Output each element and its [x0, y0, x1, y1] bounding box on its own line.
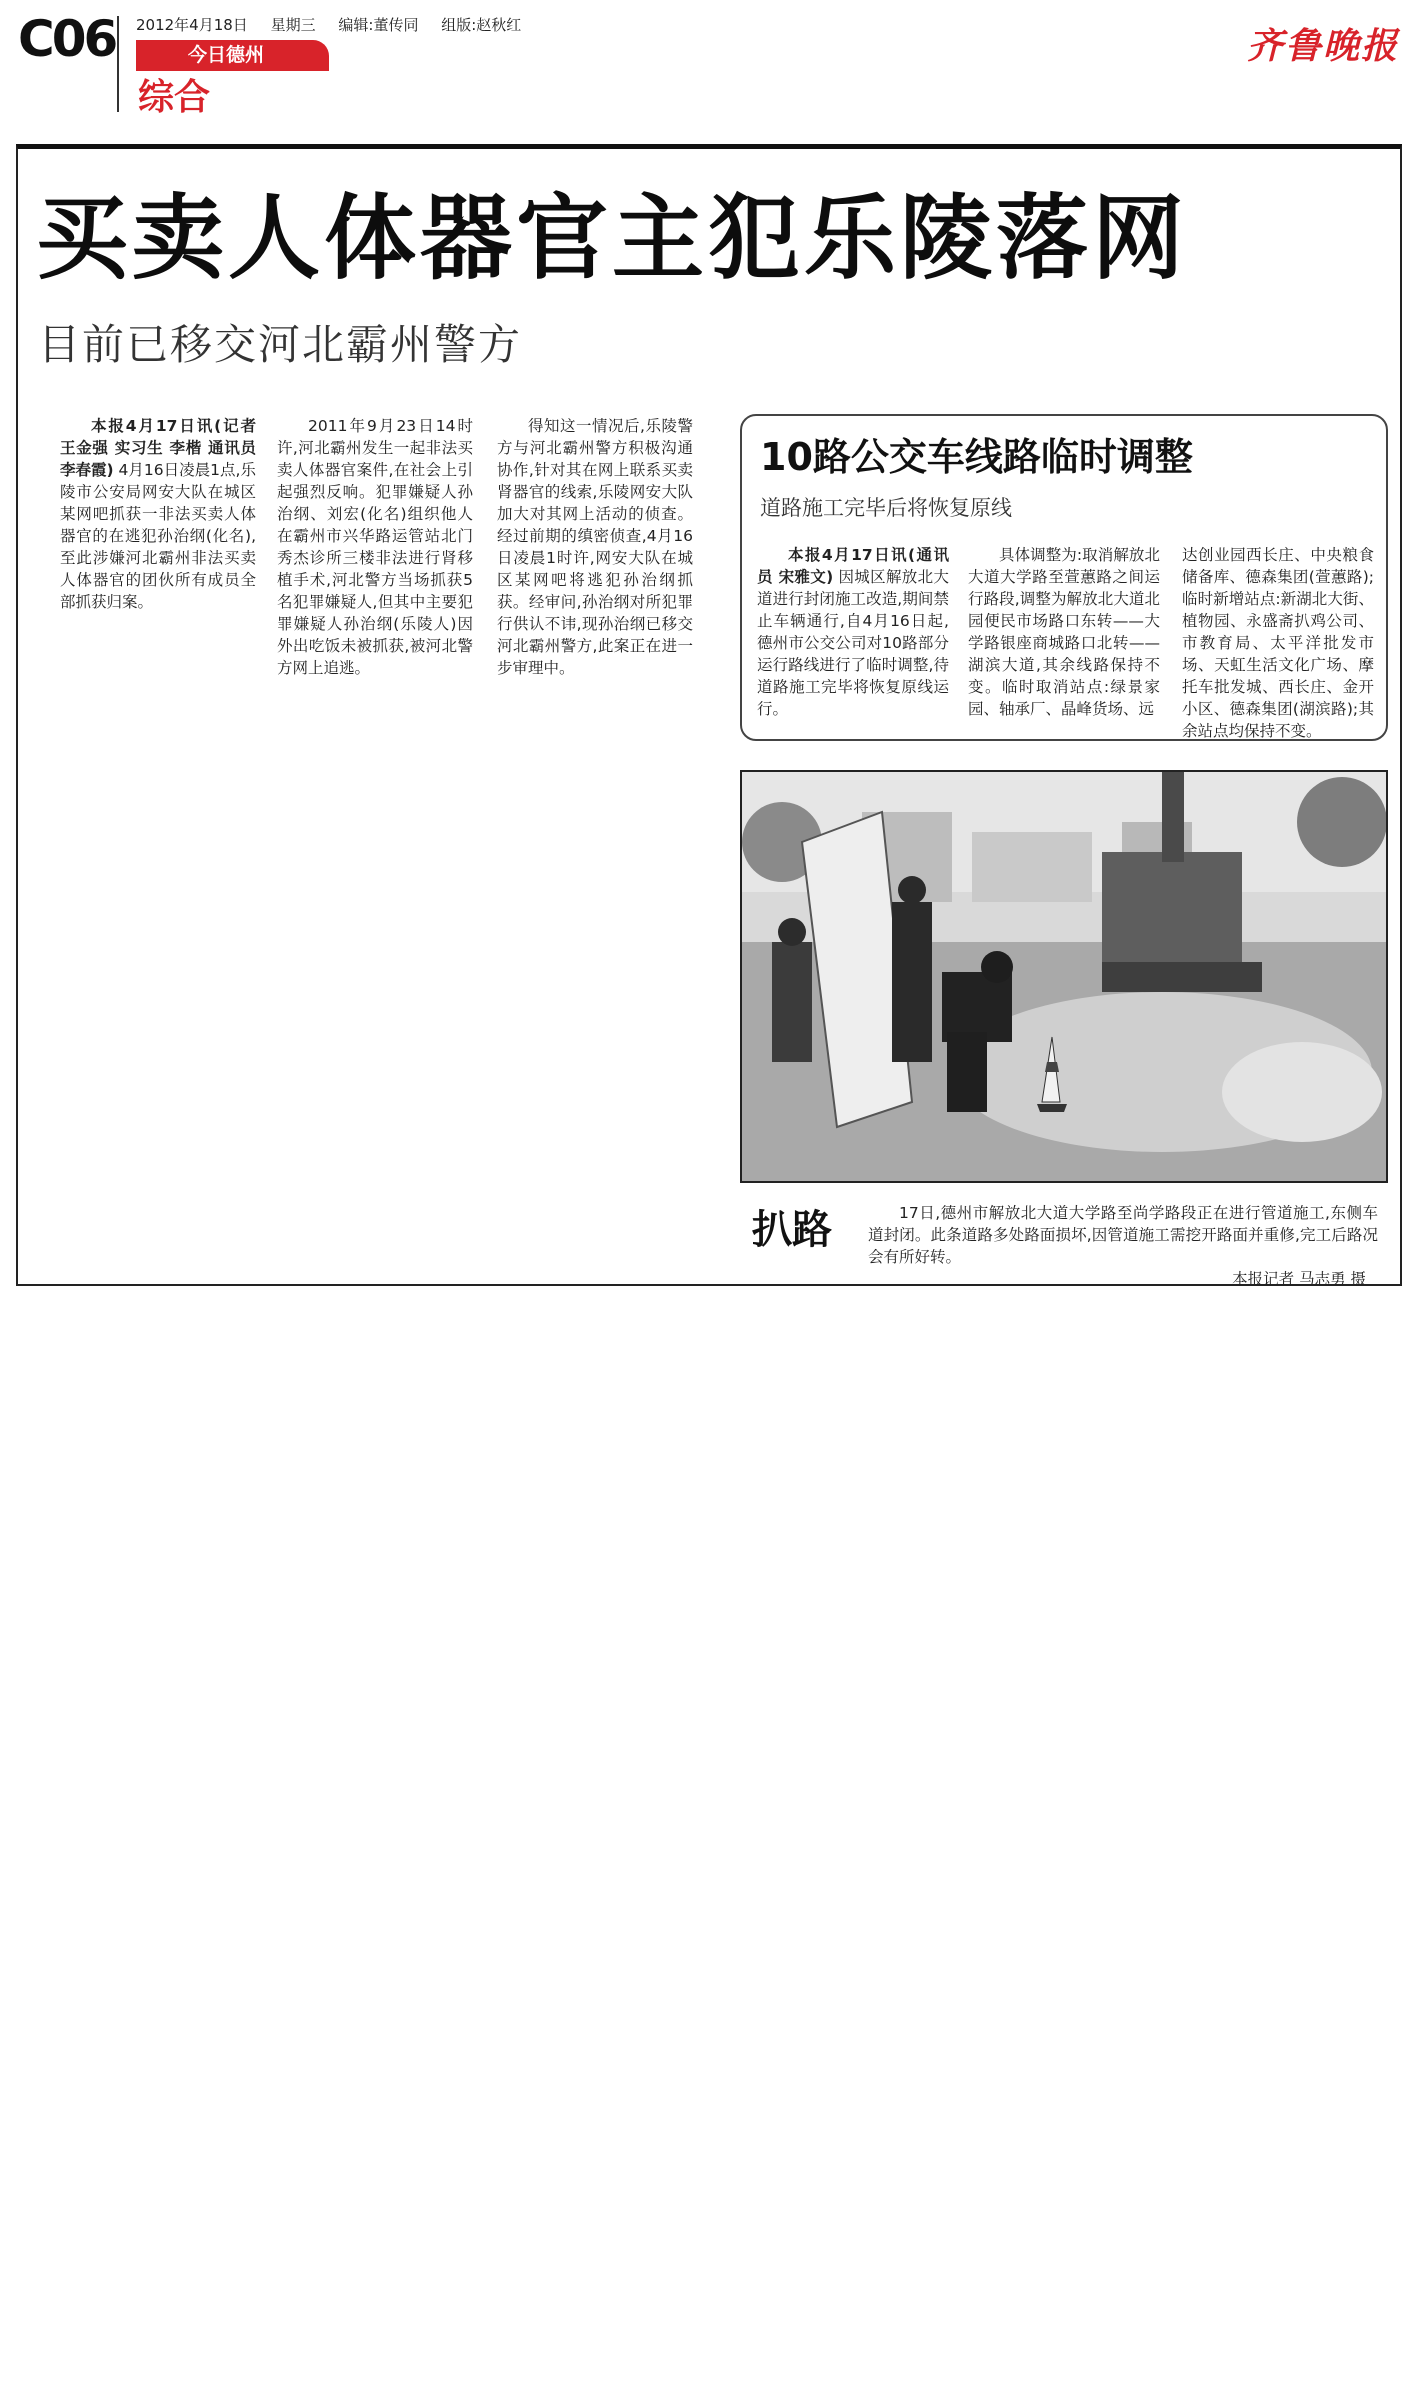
- photo-caption-title: 扒路: [752, 1207, 832, 1253]
- photo-caption: [868, 1202, 1378, 1290]
- sidebar-paragraph: 因城区解放北大道进行封闭施工改造,期间禁止车辆通行,自4月16日起,德州市公交公司对10路部分运行路线进行了临时调整,待道路施工完毕将恢复原线运行。: [757, 568, 949, 718]
- sidebar-byline: 本报4月17日讯(通讯员 宋雅文): [757, 546, 949, 586]
- headline: 买卖人体器官主犯乐陵落网: [36, 185, 1189, 292]
- issue-weekday: 星期三: [270, 16, 316, 34]
- article-paragraph: 2011年9月23日14时许,河北霸州发生一起非法买卖人体器官案件,在社会上引起强烈反响。犯罪嫌疑人孙治纲、刘宏(化名)组织他人在霸州市兴华路运管站北门秀杰诊所三楼非法进行肾移植手术,河北警方当场抓获5名犯罪嫌疑人,但其中主要犯罪嫌疑人孙治纲(乐陵人)因外出吃饭未被抓获,被河北警方网上追逃。: [277, 417, 473, 677]
- road-construction-photo: [742, 772, 1386, 1181]
- section-tab: 今日德州: [136, 40, 329, 71]
- article-paragraph: 得知这一情况后,乐陵警方与河北霸州警方积极沟通协作,针对其在网上联系买卖肾器官的线索,乐陵网安大队加大对其网上活动的侦查。经过前期的缜密侦查,4月16日凌晨1时许,网安大队在城区某网吧将逃犯孙治纲抓获。经审问,孙治纲对所犯罪行供认不讳,现孙治纲已移交河北霸州警方,此案正在进一步审理中。: [497, 417, 693, 677]
- article-column-2: [277, 415, 473, 679]
- sidebar-column-3: 达创业园西长庄、中央粮食储备库、德森集团(萱蕙路);临时新增站点:新湖北大街、植物园、永盛斋扒鸡公司、市教育局、太平洋批发市场、天虹生活文化广场、摩托车批发城、西长庄、金开小区、德森集团(湖滨路);其余站点均保持不变。: [1182, 546, 1374, 740]
- article-byline: 本报4月17日讯(记者 王金强 实习生 李楷 通讯员 李春霞): [60, 417, 256, 479]
- sidebar-title: 10路公交车线路临时调整: [760, 435, 1193, 479]
- issue-date: 2012年4月18日: [136, 16, 248, 34]
- photo-caption-text: 17日,德州市解放北大道大学路至尚学路段正在进行管道施工,东侧车道封闭。此条道路多处路面损坏,因管道施工需挖开路面并重修,完工后路况会有所好转。: [868, 1204, 1378, 1266]
- page-meta: [136, 14, 539, 35]
- news-photo: [740, 770, 1388, 1183]
- photo-credit: 本报记者 马志勇 摄: [1232, 1270, 1366, 1288]
- page-number: C06: [18, 10, 116, 68]
- newspaper-logo: 齐鲁晚报: [1246, 25, 1399, 67]
- article-column-3: [497, 415, 693, 679]
- section-name: 综合: [138, 77, 211, 118]
- header-divider: [117, 16, 119, 112]
- editor-credit: 编辑:董传同: [338, 16, 419, 34]
- sidebar-subtitle: 道路施工完毕后将恢复原线: [760, 496, 1012, 520]
- article-column-1: [60, 415, 256, 613]
- article-paragraph: 4月16日凌晨1点,乐陵市公安局网安大队在城区某网吧抓获一非法买卖人体器官的在逃犯孙治纲(化名),至此涉嫌河北霸州非法买卖人体器官的团伙所有成员全部抓获归案。: [60, 461, 256, 611]
- sidebar-column-1: [757, 544, 949, 720]
- subheadline: 目前已移交河北霸州警方: [38, 320, 523, 369]
- sidebar-column-2: [968, 544, 1160, 720]
- sidebar-paragraph: 具体调整为:取消解放北大道大学路至萱蕙路之间运行路段,调整为解放北大道北园便民市场路口东转——大学路银座商城路口北转——湖滨大道,其余线路保持不变。临时取消站点:绿景家园、轴承厂、晶峰货场、远: [968, 546, 1160, 718]
- layout-credit: 组版:赵秋红: [441, 16, 522, 34]
